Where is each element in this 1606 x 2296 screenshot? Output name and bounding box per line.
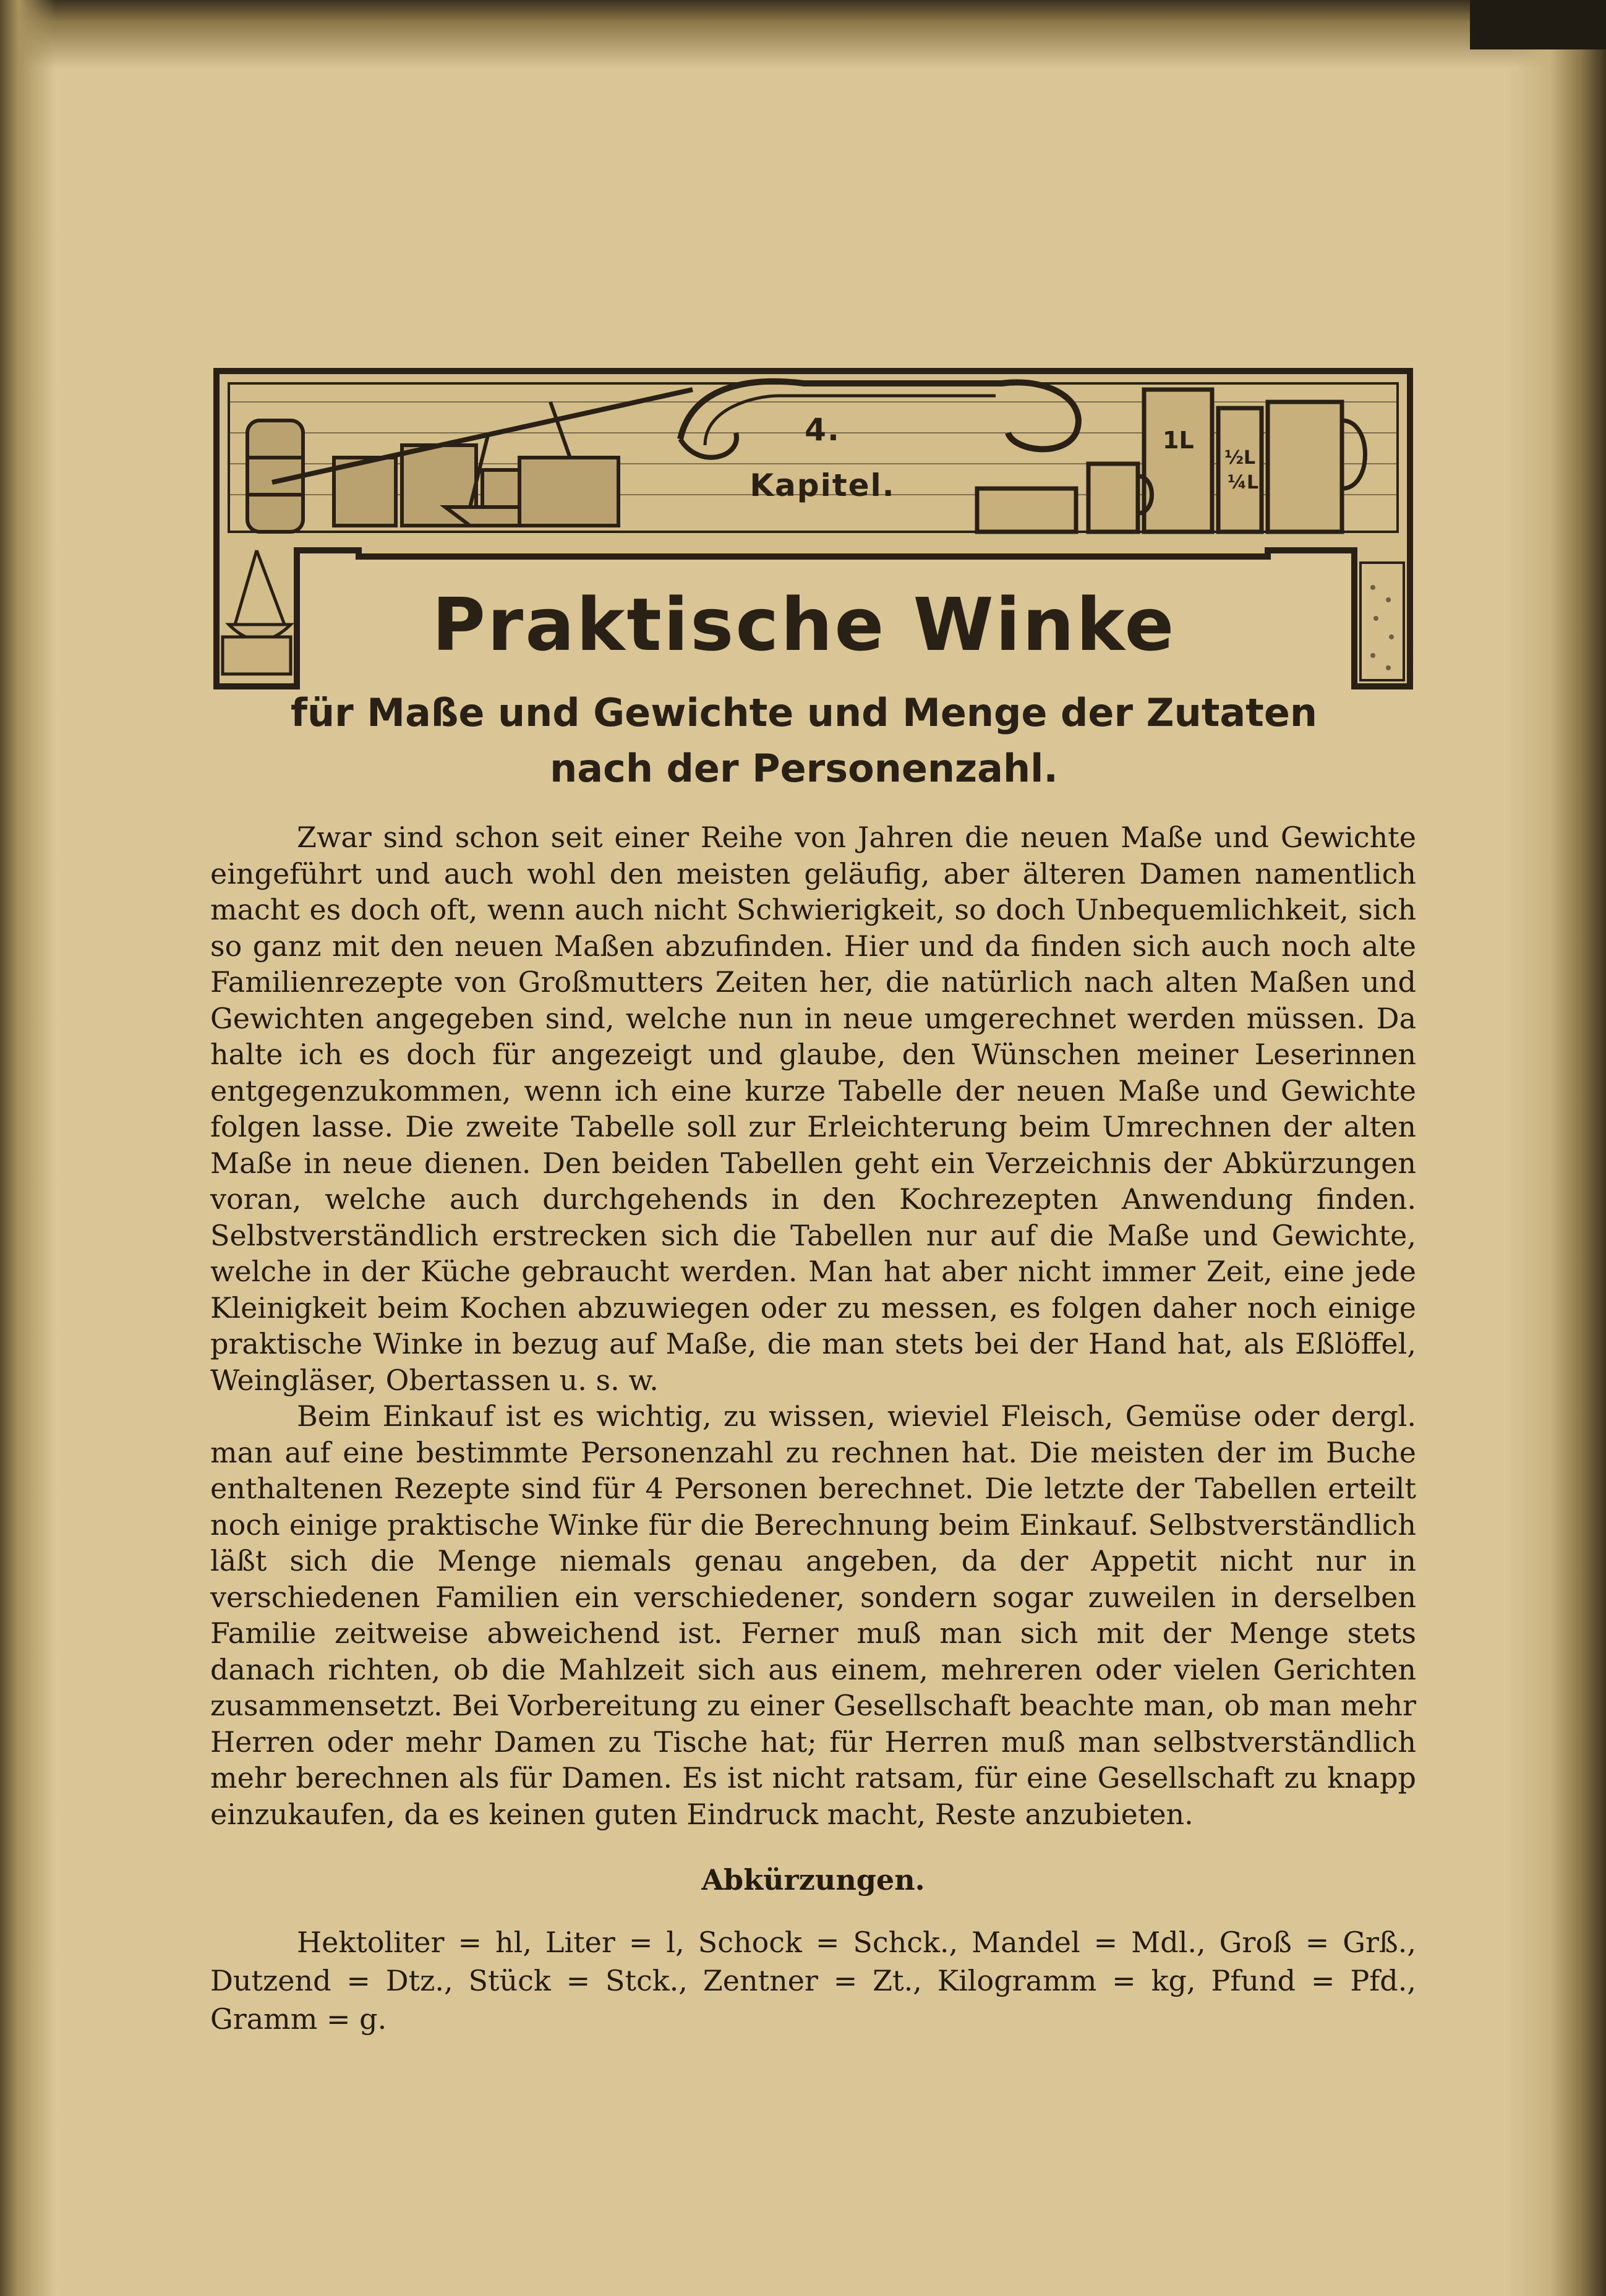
abbreviations-text: Hektoliter = hl, Liter = l, Schock = Schck., Mandel = Mdl., Groß = Grß., Dutzend = Dtz., Stück = Stck., Zentner = Zt., Kilogramm = kg, Pfund = Pfd., Gramm = g. (210, 1926, 1416, 2036)
paragraph-2: Beim Einkauf ist es wichtig, zu wissen, wieviel Fleisch, Gemüse oder dergl. man auf eine bestimmte Personenzahl zu rechnen hat. Die meisten der im Buche enthaltenen Rezepte sind für 4 Personen berechnet. Die letzte der Tabellen erteilt noch einige praktische Winke für die Berechnung beim Einkauf. Selbstverständlich läßt sich die Menge niemals genau angeben, da der Appetit nicht nur in verschiedenen Familien ein verschiedener, sondern sogar zuweilen in derselben Familie zeitweise abweichend ist. Ferner muß man sich mit der Menge stets danach richten, ob die Mahlzeit sich aus einem, mehreren oder vielen Gerichten zusammensetzt. Bei Vorbereitung zu einer Gesellschaft beachte man, ob man mehr Herren oder mehr Damen zu Tische hat; für Herren muß man selbstverständlich mehr berechnen als für Damen. Es ist nicht ratsam, für eine Gesellschaft zu knapp einzukaufen, da es keinen guten Eindruck macht, Reste anzubieten. (210, 1399, 1416, 1831)
page-title: Praktische Winke (432, 582, 1176, 667)
measure-label-1l: 1L (1163, 427, 1194, 454)
abbreviations-list (210, 1923, 1416, 2038)
paragraph-1: Zwar sind schon seit einer Reihe von Jahren die neuen Maße und Gewichte eingeführt und auch wohl den meisten geläufig, aber älteren Damen namentlich macht es doch oft, wenn auch nicht Schwierigkeit, so doch Unbequemlichkeit, sich so ganz mit den neuen Maßen abzufinden. Hier und da finden sich auch noch alte Familienrezepte von Großmutters Zeiten her, die natürlich nach alten Maßen und Gewichten angegeben sind, welche nun in neue umgerechnet werden müssen. Da halte ich es doch für angezeigt und glaube, den Wünschen meiner Leserinnen entgegenzukommen, wenn ich eine kurze Tabelle der neuen Maße und Gewichte folgen lasse. Die zweite Tabelle soll zur Erleichterung beim Umrechnen der alten Maße in neue dienen. Den beiden Tabellen geht ein Verzeichnis der Abkürzungen voran, welche auch durchgehends in den Kochrezepten Anwendung finden. Selbstverständlich erstrecken sich die Tabellen nur auf die Maße und Gewichte, welche in der Küche gebraucht werden. Man hat aber nicht immer Zeit, eine jede Kleinigkeit beim Kochen abzuwiegen oder zu messen, es folgen daher noch einige praktische Winke in bezug auf Maße, die man stets bei der Hand hat, als Eßlöffel, Weingläser, Obertassen u. s. w. (210, 821, 1416, 1397)
measure-label-half: ½L (1224, 447, 1256, 469)
page-edge-left (0, 0, 56, 2296)
page-edge-right (1507, 0, 1606, 2296)
page-edge-top (0, 0, 1606, 68)
measure-label-quarter: ¼L (1228, 472, 1259, 493)
chapter-label: 4. Kapitel. (750, 412, 895, 503)
scan-corner (1470, 0, 1606, 49)
subtitle-line-1: für Maße und Gewichte und Menge der Zutaten (290, 690, 1318, 735)
abbreviations-heading: Abkürzungen. (701, 1863, 925, 1897)
subtitle-line-2: nach der Personenzahl. (550, 746, 1058, 791)
body-text (210, 819, 1416, 1832)
